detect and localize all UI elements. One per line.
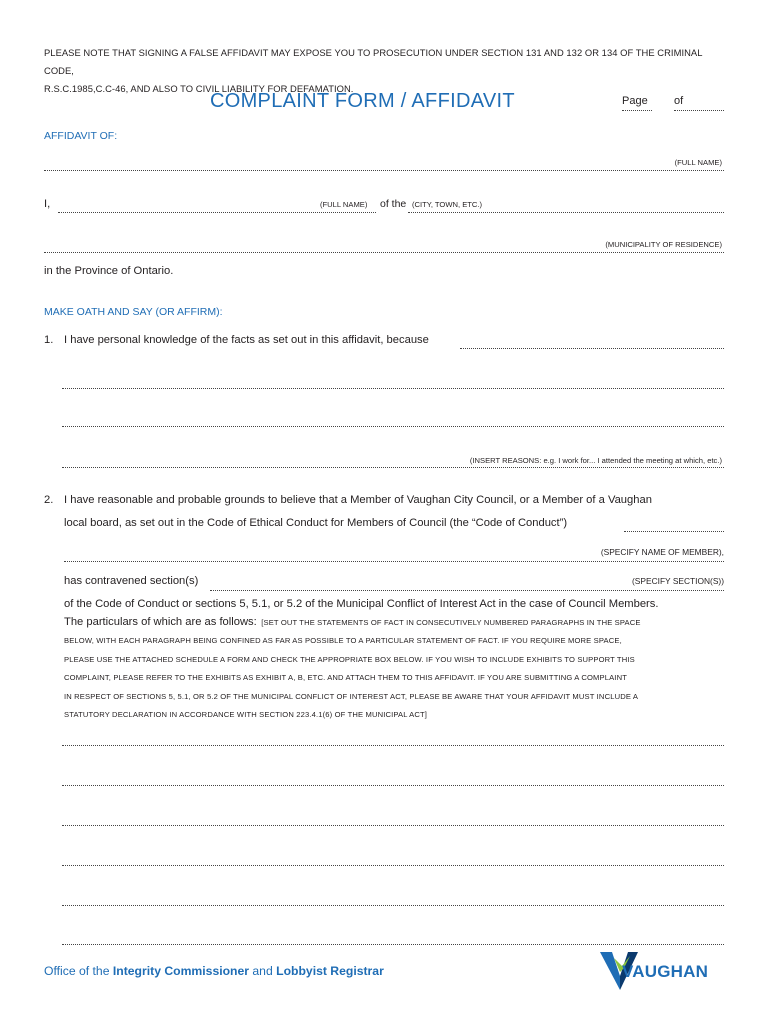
item-2-line-1: I have reasonable and probable grounds to believe that a Member of Vaughan City Council, or a Member of a Vaughan bbox=[64, 494, 652, 506]
item-1-reason-line-3[interactable] bbox=[62, 426, 724, 427]
item-1-number: 1. bbox=[44, 334, 54, 346]
vaughan-logo bbox=[600, 948, 728, 990]
particulars-instructions bbox=[64, 612, 734, 724]
page-label: Page bbox=[622, 95, 648, 107]
province-text: in the Province of Ontario. bbox=[44, 265, 174, 277]
section-caption: (SPECIFY SECTION(S)) bbox=[632, 576, 724, 586]
item-1-text: I have personal knowledge of the facts as set out in this affidavit, because bbox=[64, 334, 429, 346]
sections-field[interactable] bbox=[210, 590, 724, 591]
instruction-line-4: COMPLAINT, PLEASE REFER TO THE EXHIBITS AS EXHIBIT A, B, ETC. AND ATTACH THEM TO THIS AFFIDAVIT. IF YOU ARE SUBMITTING A COMPLAINT bbox=[64, 673, 627, 683]
municipality-field[interactable] bbox=[44, 252, 724, 253]
particulars-label: The particulars of which are as follows: bbox=[64, 616, 257, 628]
affidavit-of-heading: AFFIDAVIT OF: bbox=[44, 130, 118, 142]
particulars-line-6[interactable] bbox=[62, 944, 724, 945]
full-name-field[interactable] bbox=[44, 170, 724, 171]
member-name-caption: (SPECIFY NAME OF MEMBER), bbox=[600, 547, 724, 557]
item-1-caption: (INSERT REASONS: e.g. I work for... I attended the meeting at which, etc.) bbox=[469, 456, 722, 465]
city-caption: (CITY, TOWN, ETC.) bbox=[412, 200, 483, 209]
page-number-field[interactable] bbox=[622, 110, 652, 111]
oath-heading: MAKE OATH AND SAY (OR AFFIRM): bbox=[44, 306, 223, 318]
item-1-reason-line-4[interactable] bbox=[62, 467, 724, 468]
form-title: COMPLAINT FORM / AFFIDAVIT bbox=[210, 90, 515, 112]
i-label: I, bbox=[44, 198, 51, 210]
item-2-number: 2. bbox=[44, 494, 54, 506]
footer-part-3: and bbox=[252, 964, 273, 978]
particulars-line-5[interactable] bbox=[62, 905, 724, 906]
instruction-line-6: STATUTORY DECLARATION IN ACCORDANCE WITH SECTION 223.4.1(6) OF THE MUNICIPAL ACT] bbox=[64, 710, 428, 720]
item-2-line-2-field[interactable] bbox=[624, 531, 724, 532]
footer-part-1: Office of the bbox=[44, 964, 110, 978]
vaughan-logo-text: VAUGHAN bbox=[622, 962, 709, 981]
of-the-label: of the bbox=[380, 198, 407, 210]
item-2-line-2: local board, as set out in the Code of Ethical Conduct for Members of Council (the “Code of Conduct”) bbox=[64, 517, 568, 529]
particulars-line-1[interactable] bbox=[62, 745, 724, 746]
instruction-line-1: [SET OUT THE STATEMENTS OF FACT IN CONSECUTIVELY NUMBERED PARAGRAPHS IN THE SPACE bbox=[261, 618, 641, 627]
instruction-line-2: BELOW, WITH EACH PARAGRAPH BEING CONFINED AS FAR AS POSSIBLE TO A PARTICULAR STATEMENT OF FACT. IF YOU REQUIRE MORE SPACE, bbox=[64, 636, 622, 646]
of-label: of bbox=[674, 95, 684, 107]
particulars-line-3[interactable] bbox=[62, 825, 724, 826]
notice-line-2: R.S.C.1985,C.C-46, AND ALSO TO CIVIL LIABILITY FOR DEFAMATION. bbox=[44, 83, 354, 94]
member-name-field[interactable] bbox=[64, 561, 724, 562]
municipality-caption: (MUNICIPALITY OF RESIDENCE) bbox=[605, 240, 722, 249]
notice-line-1: PLEASE NOTE THAT SIGNING A FALSE AFFIDAVIT MAY EXPOSE YOU TO PROSECUTION UNDER SECTION 131 AND 132 OR 134 OF THE CRIMINAL CODE, bbox=[44, 47, 703, 76]
item-2-line-3: of the Code of Conduct or sections 5, 5.1, or 5.2 of the Municipal Conflict of Interest Act in the case of Council Members. bbox=[64, 598, 659, 610]
contravened-label: has contravened section(s) bbox=[64, 575, 199, 587]
declarant-name-caption: (FULL NAME) bbox=[320, 200, 368, 209]
particulars-line-4[interactable] bbox=[62, 865, 724, 866]
declarant-name-field[interactable] bbox=[58, 212, 376, 213]
item-1-reason-line-1[interactable] bbox=[460, 348, 724, 349]
page-total-field[interactable] bbox=[674, 110, 724, 111]
footer-part-4: Lobbyist Registrar bbox=[276, 964, 384, 978]
full-name-caption: (FULL NAME) bbox=[674, 158, 722, 167]
city-field[interactable] bbox=[408, 212, 724, 213]
item-1-reason-line-2[interactable] bbox=[62, 388, 724, 389]
instruction-line-5: IN RESPECT OF SECTIONS 5, 5.1, OR 5.2 OF THE MUNICIPAL CONFLICT OF INTEREST ACT, PLEASE BE AWARE THAT YOUR AFFIDAVIT MUST INCLUDE A bbox=[64, 691, 639, 701]
particulars-line-2[interactable] bbox=[62, 785, 724, 786]
footer-office bbox=[44, 964, 384, 978]
footer-part-2: Integrity Commissioner bbox=[112, 964, 250, 978]
instruction-line-3: PLEASE USE THE ATTACHED SCHEDULE A FORM AND CHECK THE APPROPRIATE BOX BELOW. IF YOU WISH TO INCLUDE EXHIBITS TO SUPPORT THIS bbox=[64, 654, 635, 664]
